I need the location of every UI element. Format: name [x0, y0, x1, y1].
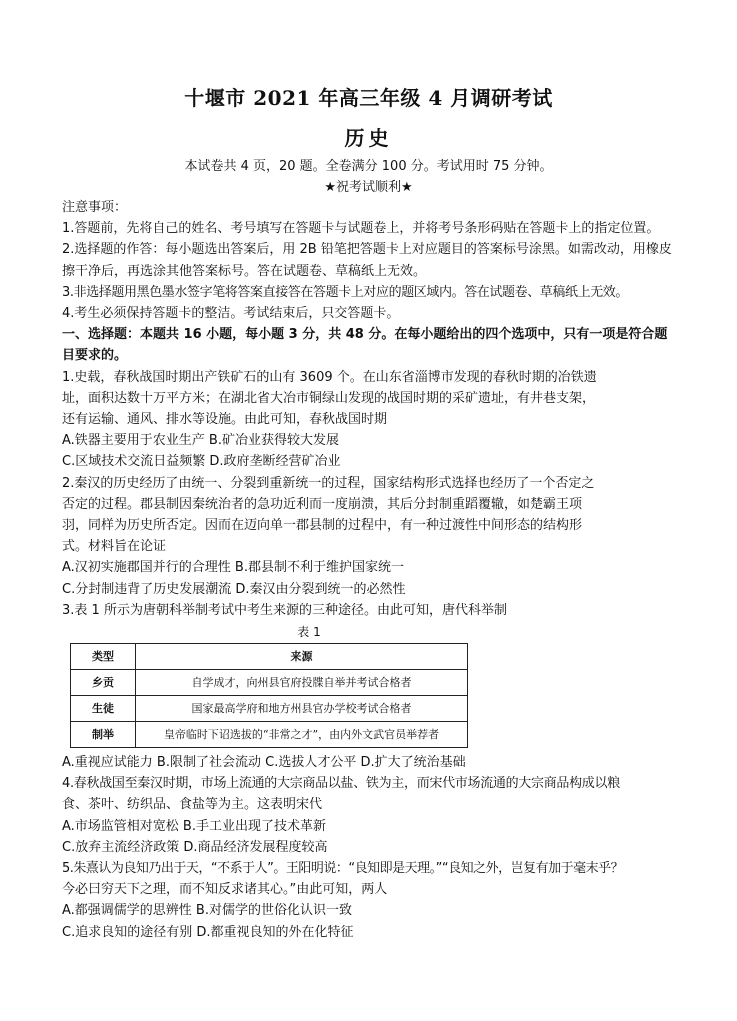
exam-body — [62, 197, 680, 943]
table-cell: 自学成才，向州县官府投牒自举并考试合格者 — [136, 670, 468, 696]
question-line: 5.朱熹认为良知乃出于天，“不系于人”。王阳明说：“良知即是天理。”“良知之外，岂复有加于毫末乎？ — [62, 861, 624, 877]
question-options: C.区域技术交流日益频繁 D.政府垄断经营矿冶业 — [62, 454, 341, 470]
question-line: 4.春秋战国至秦汉时期，市场上流通的大宗商品以盐、铁为主，而宋代市场流通的大宗商品构成以粮 — [62, 776, 620, 792]
question-options: A.都强调儒学的思辨性 B.对儒学的世俗化认识一致 — [62, 903, 352, 919]
note-item: 2.选择题的作答：每小题选出答案后，用 2B 铅笔把答题卡上对应题目的答案标号涂黑。如需改动，用橡皮擦干净后，再选涂其他答案标号。答在试题卷、草稿纸上无效。 — [62, 242, 672, 279]
table-cell: 国家最高学府和地方州县官办学校考试合格者 — [136, 696, 468, 722]
table-row — [71, 722, 468, 748]
note-item: 4.考生必须保持答题卡的整洁。考试结束后，只交答题卡。 — [62, 306, 400, 322]
question-options: C.放弃主流经济政策 D.商品经济发展程度较高 — [62, 839, 328, 855]
question-options: A.铁器主要用于农业生产 B.矿冶业获得较大发展 — [62, 433, 339, 449]
question-options: C.分封制违背了历史发展潮流 D.秦汉由分裂到统一的必然性 — [62, 581, 406, 597]
note-item: 3.非选择题用黑色墨水签字笔将答案直接答在答题卡上对应的题区域内。答在试题卷、草稿纸上无效。 — [62, 284, 629, 300]
table-row — [71, 670, 468, 696]
notes-heading: 注意事项： — [62, 200, 128, 215]
source-table — [70, 643, 468, 748]
question-line: 羽，同样为历史所否定。因而在迈向单一郡县制的过程中，有一种过渡性中间形态的结构形 — [62, 518, 583, 534]
question-line: 食、茶叶、纺织品、食盐等为主。这表明宋代 — [62, 797, 323, 813]
table-cell: 皇帝临时下诏选拔的“非常之才”，由内外文武官员举荐者 — [136, 722, 468, 748]
exam-title: 十堰市 2021 年高三年级 4 月调研考试 — [184, 86, 553, 110]
question-line: 今必曰穷天下之理，而不知反求诸其心。”由此可知，两人 — [62, 882, 388, 898]
section-heading: 一、选择题：本题共 16 小题，每小题 3 分，共 48 分。在每小题给出的四个选项中，只有一项是符合题目要求的。 — [62, 327, 668, 364]
note-item: 1.答题前，先将自己的姓名、考号填写在答题卡与试题卷上，并将考号条形码贴在答题卡上的指定位置。 — [62, 221, 660, 237]
table-cell: 乡贡 — [71, 670, 136, 696]
table-caption: 表 1 — [297, 625, 321, 640]
table-header-cell: 类型 — [71, 644, 136, 670]
question-options: A.汉初实施郡国并行的合理性 B.郡县制不利于维护国家统一 — [62, 560, 404, 576]
question-options: A.市场监管相对宽松 B.手工业出现了技术革新 — [62, 818, 326, 834]
table-cell: 制举 — [71, 722, 136, 748]
table-row — [71, 696, 468, 722]
question-options: C.追求良知的途径有别 D.都重视良知的外在化特征 — [62, 924, 354, 940]
exam-wish: ★祝考试顺利★ — [324, 180, 413, 195]
question-line: 址，面积达数十万平方米；在湖北省大冶市铜绿山发现的战国时期的采矿遗址，有井巷支架， — [62, 390, 596, 406]
question-line: 3.表 1 所示为唐朝科举制考试中考生来源的三种途径。由此可知，唐代科举制 — [62, 602, 507, 618]
question-options: A.重视应试能力 B.限制了社会流动 C.选拔人才公平 D.扩大了统治基础 — [62, 755, 466, 771]
question-line: 1.史载，春秋战国时期出产铁矿石的山有 3609 个。在山东省淄博市发现的春秋时期的冶铁遗 — [62, 369, 597, 385]
table-cell: 生徒 — [71, 696, 136, 722]
table-header-cell: 来源 — [136, 644, 468, 670]
question-line: 否定的过程。郡县制因秦统治者的急功近利而一度崩溃，其后分封制重蹈覆辙，如楚霸王项 — [62, 496, 583, 512]
table-header-row — [71, 644, 468, 670]
question-line: 还有运输、通风、排水等设施。由此可知，春秋战国时期 — [62, 412, 388, 428]
question-line: 式。材料旨在论证 — [62, 539, 167, 555]
exam-intro: 本试卷共 4 页，20 题。全卷满分 100 分。考试用时 75 分钟。 — [184, 159, 553, 174]
question-line: 2.秦汉的历史经历了由统一、分裂到重新统一的过程，国家结构形式选择也经历了一个否定之 — [62, 475, 595, 491]
subject-title: 历史 — [344, 126, 393, 150]
